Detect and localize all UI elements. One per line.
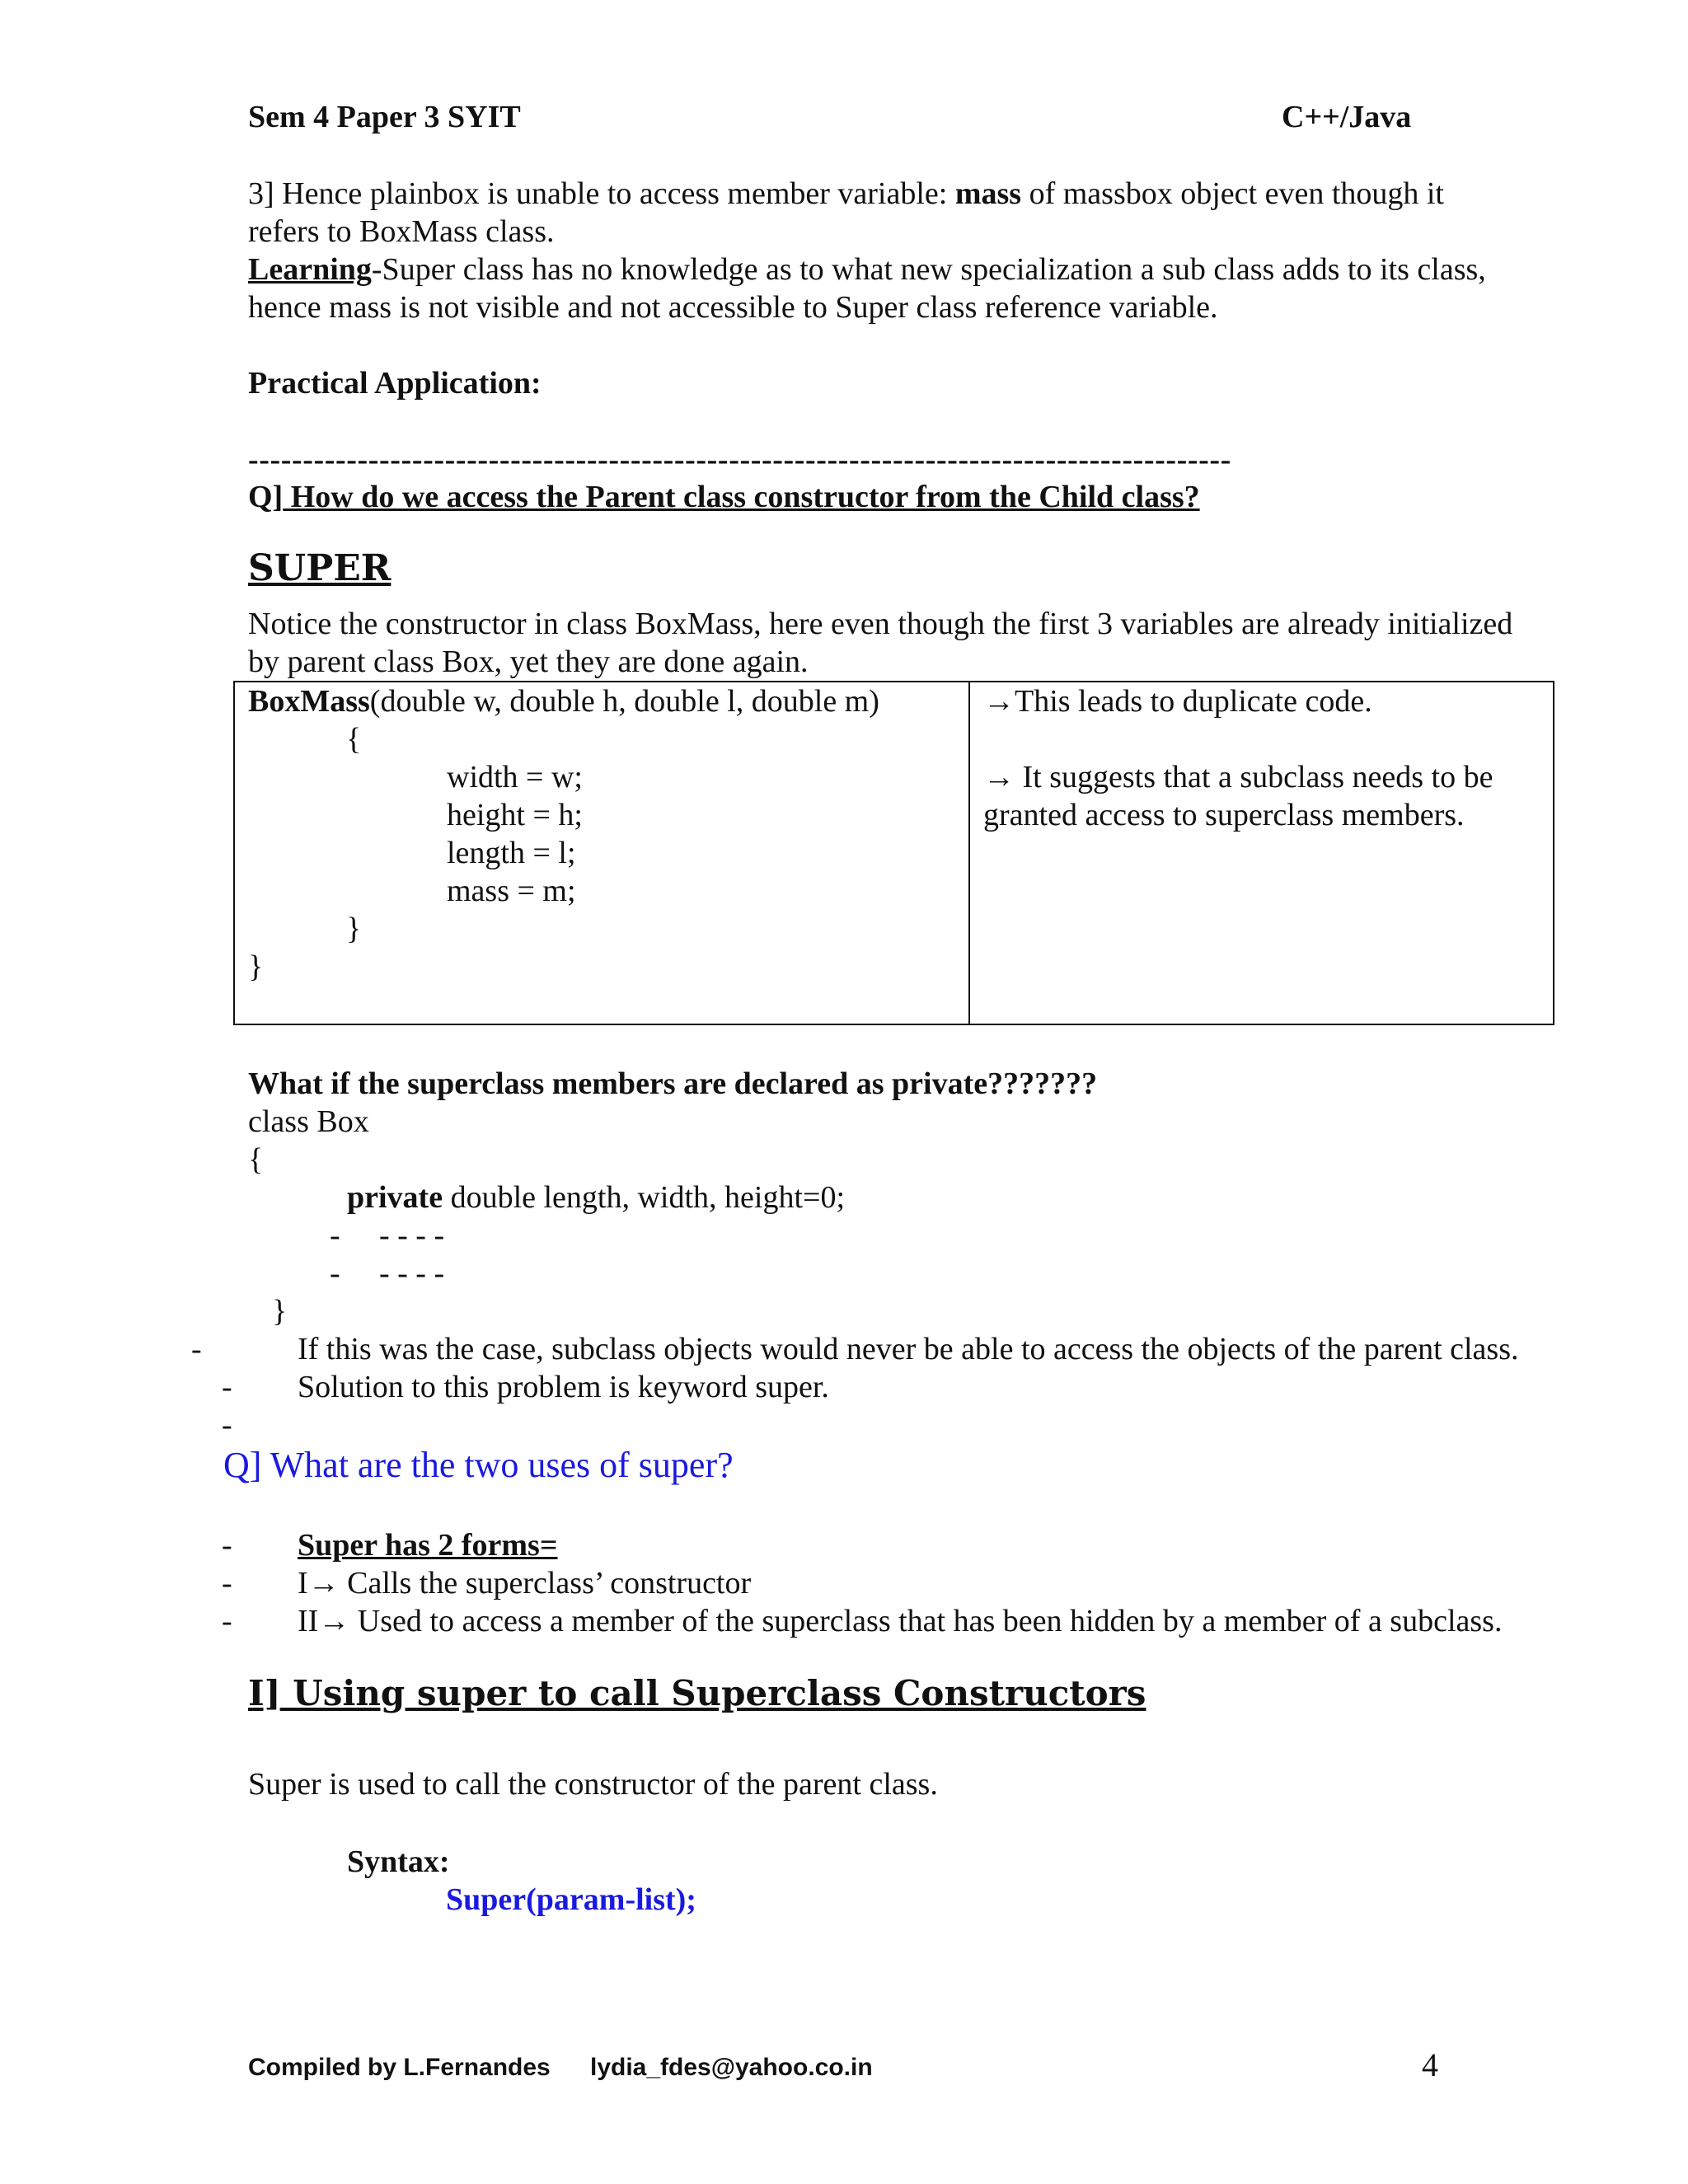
placeholder-dash-1: - — [330, 1218, 340, 1253]
assign-length: length = l; — [447, 836, 576, 870]
footer-compiled-by: Compiled by L.Fernandes — [248, 2054, 551, 2081]
para1-line1-b: of massbox object even though it — [1021, 176, 1444, 211]
code-cell — [234, 682, 969, 1024]
section-1-heading: I] Using super to call Superclass Constructors — [248, 1673, 1146, 1713]
boxmass-params: (double w, double h, double l, double m) — [369, 684, 879, 719]
bullet-private-consequence: If this was the case, subclass objects would never be able to access the objects of the parent class. — [298, 1332, 1519, 1366]
constructor-table — [233, 681, 1554, 1025]
constructor-signature — [248, 682, 879, 720]
form-1: I→ Calls the superclass’ constructor — [298, 1566, 752, 1601]
bullet-dash-1: - — [191, 1332, 202, 1366]
assign-mass: mass = m; — [447, 874, 576, 908]
form-2: II→ Used to access a member of the superclass that has been hidden by a member of a subclass. — [298, 1604, 1503, 1638]
syntax-label: Syntax: — [347, 1844, 450, 1879]
private-keyword: private — [347, 1180, 443, 1215]
placeholder-item-2: - - - - — [379, 1256, 445, 1291]
practical-heading: Practical Application: — [248, 366, 542, 401]
forms-title: Super has 2 forms= — [298, 1528, 558, 1563]
syntax-code: Super(param-list); — [446, 1882, 696, 1917]
bullet-solution: Solution to this problem is keyword super. — [298, 1370, 829, 1404]
learning-label: Learning — [248, 252, 372, 287]
private-question: What if the superclass members are declared as private??????? — [248, 1066, 1098, 1101]
learning-text: -Super class has no knowledge as to what new specialization a sub class adds to its class, — [371, 252, 1486, 287]
question-1-prefix: Q] — [248, 480, 284, 514]
learning-line — [248, 251, 1486, 288]
footer-email: lydia_fdes@yahoo.co.in — [590, 2054, 873, 2081]
bullet-dash-3: - — [222, 1408, 232, 1442]
para1-line1 — [248, 175, 1444, 213]
para1-line2: refers to BoxMass class. — [248, 214, 555, 249]
question-2: Q] What are the two uses of super? — [223, 1445, 734, 1485]
assign-width: width = w; — [447, 760, 583, 794]
access-note-line1: → It suggests that a subclass needs to be — [983, 760, 1493, 794]
para1-line1-a: 3] Hence plainbox is unable to access member variable: — [248, 176, 955, 211]
header-left: Sem 4 Paper 3 SYIT — [248, 100, 521, 134]
private-decl-rest: double length, width, height=0; — [443, 1180, 846, 1215]
section-1-text: Super is used to call the constructor of the parent class. — [248, 1767, 938, 1802]
open-brace: { — [346, 722, 362, 757]
header-right: C++/Java — [1282, 100, 1412, 134]
forms-dash-1: - — [222, 1528, 232, 1563]
forms-dash-3: - — [222, 1604, 232, 1638]
forms-dash-2: - — [222, 1566, 232, 1601]
private-declaration — [347, 1179, 845, 1216]
close-outer-brace: } — [248, 949, 264, 984]
class-open-brace: { — [248, 1142, 264, 1177]
notice-line1: Notice the constructor in class BoxMass, here even though the first 3 variables are already initialized — [248, 607, 1513, 641]
question-1-text: How do we access the Parent class constructor from the Child class? — [283, 480, 1200, 514]
class-box-line: class Box — [248, 1104, 369, 1139]
duplicate-code-note: →This leads to duplicate code. — [983, 684, 1372, 719]
assign-height: height = h; — [447, 798, 583, 832]
dash-separator: ------------------------------------------------------------------------------------------ — [248, 443, 1231, 477]
placeholder-item-1: - - - - — [379, 1218, 445, 1253]
placeholder-dash-2: - — [330, 1256, 340, 1291]
bullet-dash-2: - — [222, 1370, 232, 1404]
close-inner-brace: } — [346, 912, 362, 946]
mass-keyword: mass — [954, 176, 1022, 211]
boxmass-name: BoxMass — [248, 684, 370, 719]
class-close-brace: } — [272, 1294, 288, 1329]
explanation-cell — [969, 682, 1554, 1024]
access-note-line2: granted access to superclass members. — [983, 798, 1465, 832]
question-1 — [248, 478, 1200, 516]
super-heading: SUPER — [248, 547, 392, 589]
notice-line2: by parent class Box, yet they are done again. — [248, 644, 809, 679]
para1-line4: hence mass is not visible and not accessible to Super class reference variable. — [248, 290, 1218, 325]
page-number: 4 — [1422, 2046, 1438, 2083]
